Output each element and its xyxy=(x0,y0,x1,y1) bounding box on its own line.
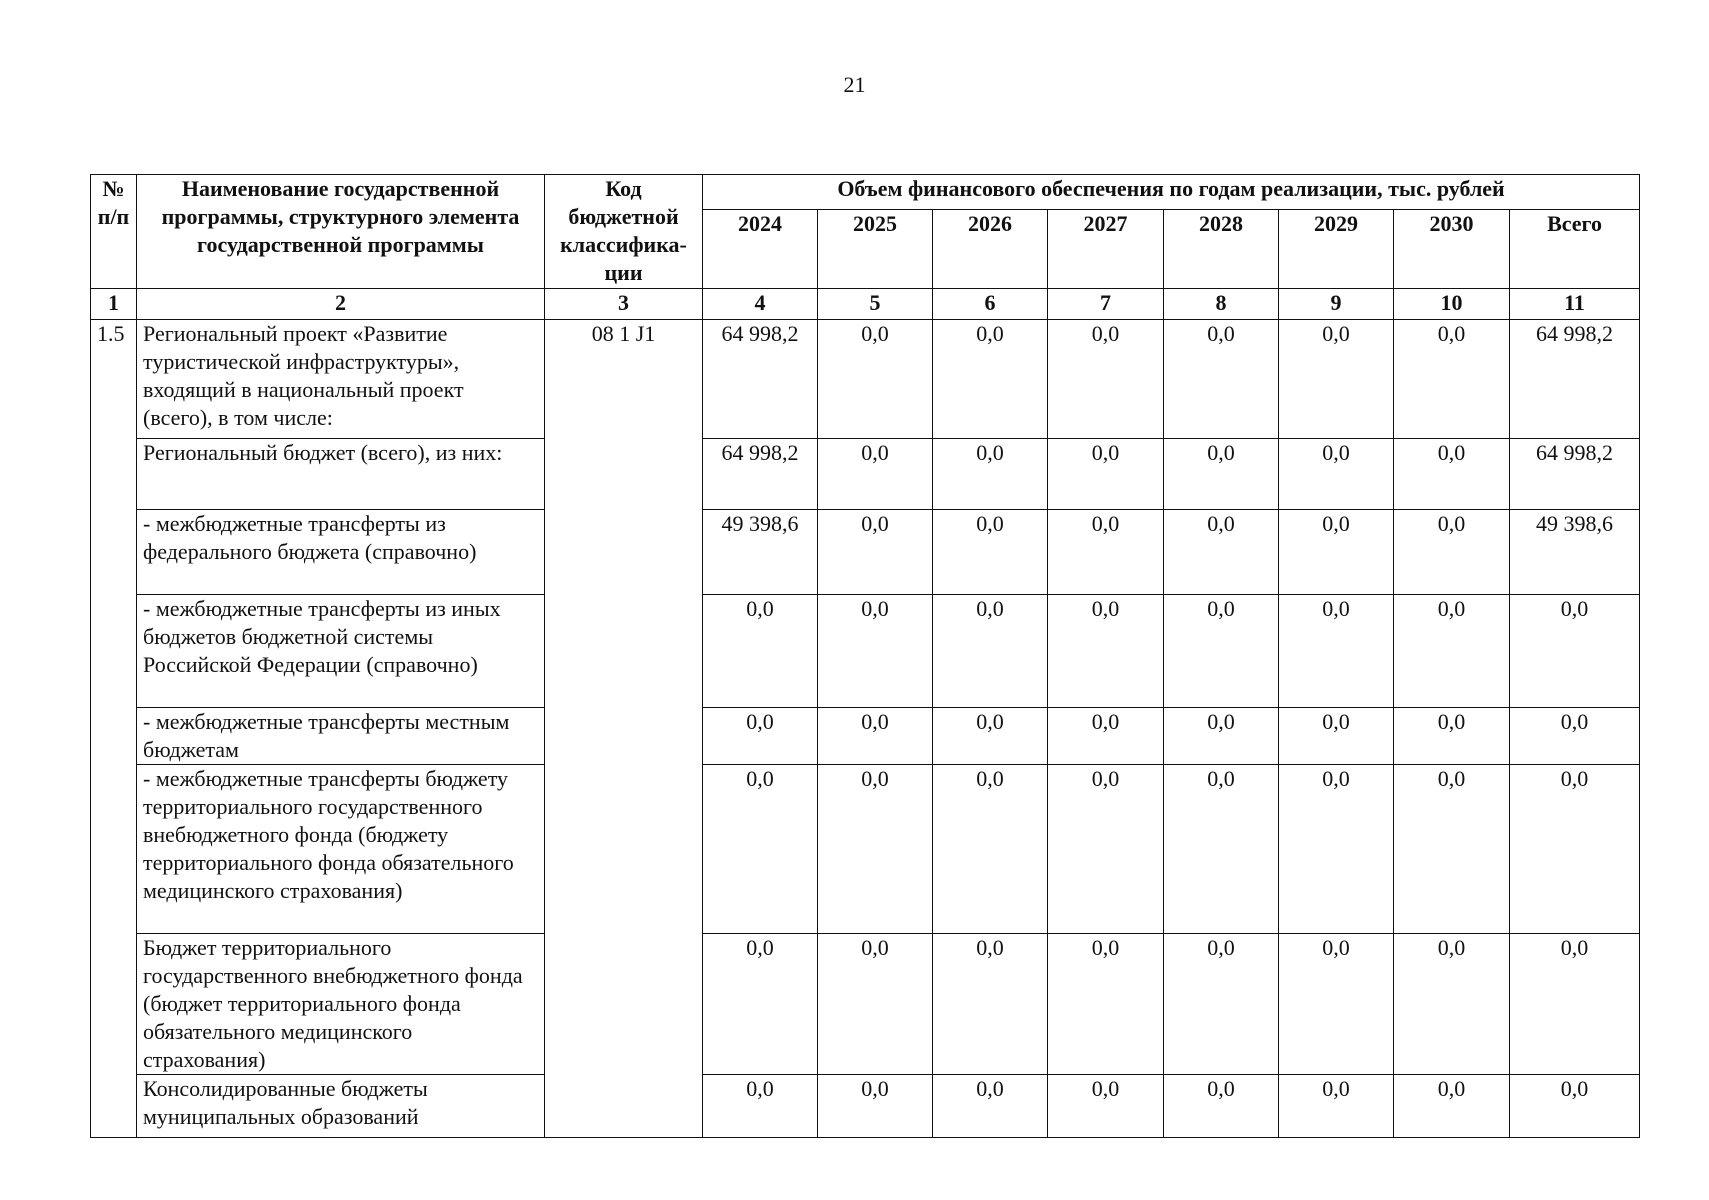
column-number: 7 xyxy=(1048,289,1164,320)
header-year-2024: 2024 xyxy=(703,210,818,289)
value-cell: 0,0 xyxy=(1510,708,1640,765)
row-name: - межбюджетные трансферты местным бюджетам xyxy=(137,708,545,765)
column-number: 2 xyxy=(137,289,545,320)
table-row xyxy=(91,765,1640,934)
header-code: Код бюджетной классифика-ции xyxy=(545,175,703,289)
row-name: - межбюджетные трансферты из иных бюджетов бюджетной системы Российской Федерации (справочно) xyxy=(137,595,545,708)
value-cell: 0,0 xyxy=(1164,934,1279,1075)
value-cell: 0,0 xyxy=(1279,765,1394,934)
table-row xyxy=(91,439,1640,510)
value-cell: 49 398,6 xyxy=(703,510,818,595)
column-number: 6 xyxy=(933,289,1048,320)
value-cell: 0,0 xyxy=(1279,320,1394,439)
header-no: № п/п xyxy=(91,175,137,289)
table-row xyxy=(91,708,1640,765)
value-cell: 64 998,2 xyxy=(1510,320,1640,439)
page-number: 21 xyxy=(843,72,866,97)
row-name: Региональный проект «Развитие туристической инфраструктуры», входящий в национальный проект (всего), в том числе: xyxy=(137,320,545,439)
value-cell: 0,0 xyxy=(1279,595,1394,708)
table-row xyxy=(91,934,1640,1075)
value-cell: 0,0 xyxy=(1048,439,1164,510)
header-volume: Объем финансового обеспечения по годам реализации, тыс. рублей xyxy=(703,175,1640,210)
value-cell: 0,0 xyxy=(1510,595,1640,708)
value-cell: 64 998,2 xyxy=(703,320,818,439)
column-number: 1 xyxy=(91,289,137,320)
value-cell: 0,0 xyxy=(1394,765,1510,934)
value-cell: 0,0 xyxy=(1279,934,1394,1075)
value-cell: 0,0 xyxy=(703,765,818,934)
table-row xyxy=(91,320,1640,439)
row-name: Консолидированные бюджеты муниципальных образований xyxy=(137,1075,545,1138)
row-name: Бюджет территориального государственного внебюджетного фонда (бюджет территориального фонда обязательного медицинского страхования) xyxy=(137,934,545,1075)
value-cell: 0,0 xyxy=(933,708,1048,765)
header-year-2025: 2025 xyxy=(818,210,933,289)
row-name: Региональный бюджет (всего), из них: xyxy=(137,439,545,510)
value-cell: 0,0 xyxy=(1394,439,1510,510)
value-cell: 0,0 xyxy=(1164,1075,1279,1138)
header-name: Наименование государственной программы, структурного элемента государственной программы xyxy=(137,175,545,289)
value-cell: 0,0 xyxy=(1164,439,1279,510)
value-cell: 0,0 xyxy=(1279,708,1394,765)
value-cell: 0,0 xyxy=(1164,708,1279,765)
value-cell: 49 398,6 xyxy=(1510,510,1640,595)
value-cell: 0,0 xyxy=(1394,510,1510,595)
value-cell: 0,0 xyxy=(1048,1075,1164,1138)
row-name: - межбюджетные трансферты бюджету территориального государственного внебюджетного фонда (бюджету территориального фонда обязательного медицинского страхования) xyxy=(137,765,545,934)
value-cell: 0,0 xyxy=(1048,595,1164,708)
header-year-2030: 2030 xyxy=(1394,210,1510,289)
value-cell: 0,0 xyxy=(1164,510,1279,595)
value-cell: 0,0 xyxy=(933,320,1048,439)
value-cell: 0,0 xyxy=(818,510,933,595)
value-cell: 0,0 xyxy=(1279,1075,1394,1138)
value-cell: 0,0 xyxy=(933,1075,1048,1138)
value-cell: 0,0 xyxy=(1164,595,1279,708)
value-cell: 0,0 xyxy=(933,595,1048,708)
value-cell: 0,0 xyxy=(1510,934,1640,1075)
value-cell: 0,0 xyxy=(818,320,933,439)
value-cell: 0,0 xyxy=(1510,1075,1640,1138)
value-cell: 0,0 xyxy=(818,934,933,1075)
value-cell: 64 998,2 xyxy=(703,439,818,510)
value-cell: 0,0 xyxy=(1048,708,1164,765)
value-cell: 0,0 xyxy=(1510,765,1640,934)
value-cell: 0,0 xyxy=(1164,320,1279,439)
row-number: 1.5 xyxy=(91,320,137,1138)
column-number: 4 xyxy=(703,289,818,320)
header-total: Всего xyxy=(1510,210,1640,289)
row-name: - межбюджетные трансферты из федерального бюджета (справочно) xyxy=(137,510,545,595)
value-cell: 0,0 xyxy=(933,765,1048,934)
value-cell: 0,0 xyxy=(1279,510,1394,595)
value-cell: 0,0 xyxy=(1048,765,1164,934)
table-row xyxy=(91,595,1640,708)
financing-table xyxy=(90,174,1640,1138)
header-year-2028: 2028 xyxy=(1164,210,1279,289)
column-number: 11 xyxy=(1510,289,1640,320)
value-cell: 0,0 xyxy=(703,708,818,765)
value-cell: 0,0 xyxy=(933,510,1048,595)
value-cell: 0,0 xyxy=(1394,934,1510,1075)
value-cell: 64 998,2 xyxy=(1510,439,1640,510)
value-cell: 0,0 xyxy=(1394,1075,1510,1138)
column-number: 5 xyxy=(818,289,933,320)
value-cell: 0,0 xyxy=(1394,595,1510,708)
value-cell: 0,0 xyxy=(1394,708,1510,765)
value-cell: 0,0 xyxy=(1048,320,1164,439)
value-cell: 0,0 xyxy=(818,439,933,510)
value-cell: 0,0 xyxy=(1394,320,1510,439)
column-number: 3 xyxy=(545,289,703,320)
value-cell: 0,0 xyxy=(1048,510,1164,595)
column-number: 10 xyxy=(1394,289,1510,320)
column-number: 8 xyxy=(1164,289,1279,320)
value-cell: 0,0 xyxy=(933,439,1048,510)
table-row xyxy=(91,510,1640,595)
value-cell: 0,0 xyxy=(1048,934,1164,1075)
value-cell: 0,0 xyxy=(703,934,818,1075)
value-cell: 0,0 xyxy=(933,934,1048,1075)
value-cell: 0,0 xyxy=(818,595,933,708)
column-number: 9 xyxy=(1279,289,1394,320)
budget-code: 08 1 J1 xyxy=(545,320,703,1138)
value-cell: 0,0 xyxy=(1164,765,1279,934)
value-cell: 0,0 xyxy=(1279,439,1394,510)
header-year-2026: 2026 xyxy=(933,210,1048,289)
header-year-2027: 2027 xyxy=(1048,210,1164,289)
table-row xyxy=(91,1075,1640,1138)
value-cell: 0,0 xyxy=(703,1075,818,1138)
value-cell: 0,0 xyxy=(818,708,933,765)
header-year-2029: 2029 xyxy=(1279,210,1394,289)
value-cell: 0,0 xyxy=(818,1075,933,1138)
value-cell: 0,0 xyxy=(818,765,933,934)
value-cell: 0,0 xyxy=(703,595,818,708)
